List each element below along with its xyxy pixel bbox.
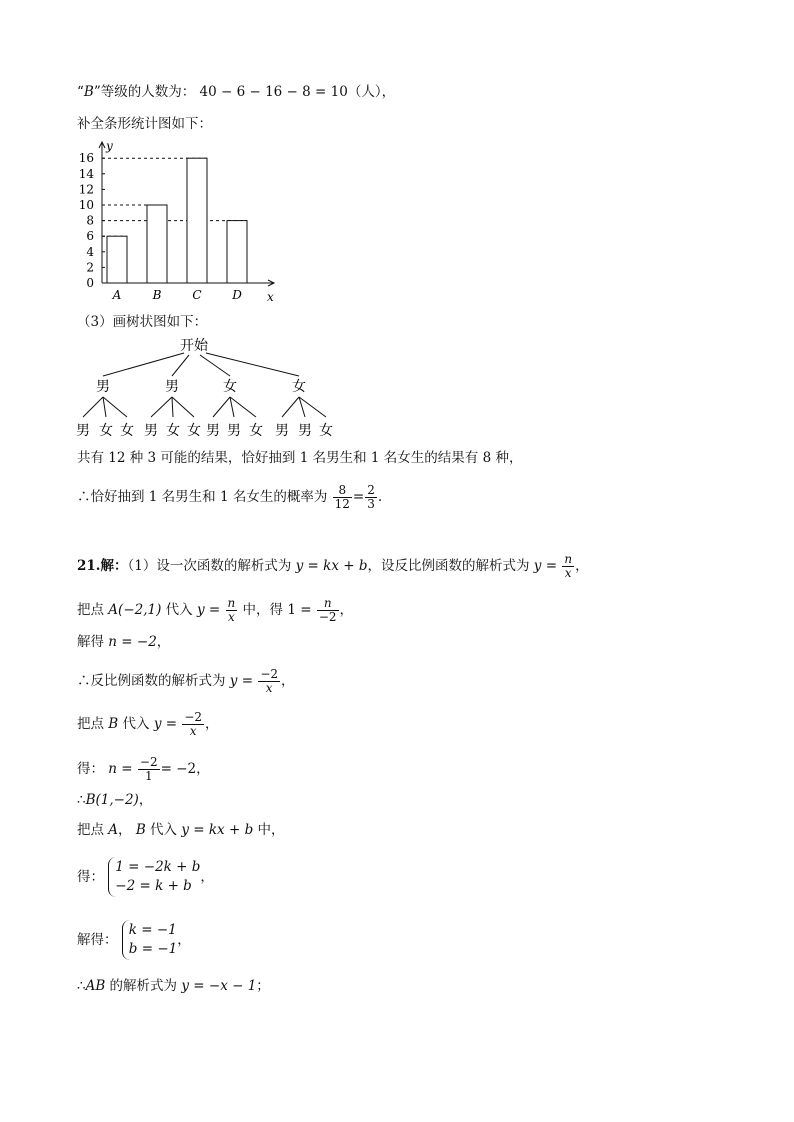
q21-line11 bbox=[77, 977, 270, 995]
fraction-neg2-1 bbox=[138, 756, 160, 783]
comma: ， bbox=[281, 673, 295, 689]
tree-edge bbox=[299, 397, 326, 417]
tree-level1-node: 女 bbox=[223, 379, 237, 395]
q21-label: 解： bbox=[100, 558, 128, 574]
grade-b: B bbox=[83, 84, 94, 100]
x-tick-label: B bbox=[152, 288, 162, 302]
x-axis-label: x bbox=[267, 290, 274, 303]
one-equals: 1 = bbox=[287, 602, 312, 618]
comma: ， bbox=[156, 634, 171, 650]
fraction-neg2-x bbox=[258, 668, 280, 695]
point-b: B(1,−2) bbox=[85, 792, 139, 808]
q21-text2: ，设反比例函数的解析式为 bbox=[367, 558, 534, 574]
y-equals: y = bbox=[153, 716, 178, 732]
x-tick-label: D bbox=[232, 288, 242, 302]
text-draw-tree: （3）画树状图如下： bbox=[77, 314, 208, 330]
tree-level1-node: 女 bbox=[292, 379, 306, 395]
bar-B bbox=[147, 205, 167, 283]
point-b: B bbox=[135, 822, 146, 838]
comma: ， bbox=[205, 716, 219, 732]
tree-leaf-node: 男 bbox=[144, 423, 158, 439]
denominator: x bbox=[265, 681, 273, 695]
q21-line9 bbox=[77, 857, 214, 897]
text: 解得： bbox=[77, 932, 118, 948]
comma: ， bbox=[138, 792, 153, 808]
tree-edge bbox=[213, 397, 230, 417]
probability-text: ∴恰好抽到 1 名男生和 1 名女生的概率为 bbox=[77, 489, 328, 505]
point-a: A bbox=[108, 822, 119, 838]
therefore: ∴ bbox=[77, 978, 86, 994]
fraction-n-neg2 bbox=[317, 597, 339, 624]
fraction-2-3 bbox=[365, 484, 377, 511]
comma: ， bbox=[196, 761, 210, 777]
y-tick-label: 6 bbox=[86, 229, 94, 244]
numerator: n bbox=[227, 596, 236, 610]
b-count-expression: 40 − 6 − 16 − 8 = 10 bbox=[199, 84, 348, 100]
text: 中， bbox=[253, 822, 285, 838]
tree-leaf-node: 女 bbox=[120, 423, 134, 439]
numerator: 2 bbox=[367, 483, 375, 497]
numerator: n bbox=[564, 552, 573, 566]
denominator: x bbox=[189, 724, 197, 738]
tree-edge bbox=[282, 397, 299, 417]
text-probability bbox=[77, 484, 382, 511]
n-value: n = −2 bbox=[108, 634, 157, 650]
tree-level1-node: 男 bbox=[96, 379, 110, 395]
tree-level1-node: 男 bbox=[165, 379, 179, 395]
linear-formula: y = kx + b bbox=[181, 822, 254, 838]
tree-leaf-node: 女 bbox=[187, 423, 201, 439]
y-tick-label: 8 bbox=[86, 213, 94, 228]
text: 得： bbox=[77, 761, 104, 777]
tree-leaf-node: 男 bbox=[206, 423, 220, 439]
text: 把点 bbox=[77, 716, 109, 732]
x-tick-label: A bbox=[112, 288, 122, 302]
q21-line3 bbox=[77, 633, 170, 651]
equation: b = −1 bbox=[128, 941, 178, 957]
text: 解得 bbox=[77, 634, 109, 650]
q21-number: 21. bbox=[77, 558, 101, 574]
comma: ， bbox=[339, 602, 354, 618]
equals: = bbox=[352, 489, 365, 505]
text-total-outcomes: 共有 12 种 3 可能的结果，恰好抽到 1 名男生和 1 名女生的结果有 8 种， bbox=[77, 450, 523, 466]
numerator: 8 bbox=[333, 484, 352, 498]
linear-formula: y = kx + b bbox=[295, 558, 368, 574]
denominator: x bbox=[564, 566, 572, 580]
numerator: −2 bbox=[139, 755, 158, 769]
text-b-grade-count bbox=[77, 83, 395, 101]
tree-leaf-node: 女 bbox=[99, 423, 113, 439]
quote-open: “ bbox=[77, 84, 84, 100]
denominator: −2 bbox=[318, 610, 337, 624]
b-count-text: 等级的人数为： bbox=[100, 84, 196, 100]
bar-A bbox=[107, 236, 127, 283]
period: . bbox=[377, 489, 383, 505]
numerator: n bbox=[317, 597, 339, 611]
fraction-8-12 bbox=[333, 484, 352, 511]
q21-line6 bbox=[77, 756, 210, 783]
text: 代入 bbox=[118, 716, 154, 732]
text: 得： bbox=[77, 869, 104, 885]
text: 把点 bbox=[77, 822, 109, 838]
line-ab: AB bbox=[85, 978, 106, 994]
y-equals: y = bbox=[533, 558, 558, 574]
q21-line4 bbox=[77, 668, 295, 695]
text: 代入 bbox=[145, 822, 182, 838]
y-tick-label: 0 bbox=[86, 276, 94, 290]
point-b: B bbox=[108, 716, 119, 732]
tree-leaf-node: 男 bbox=[76, 423, 90, 439]
tree-root: 开始 bbox=[180, 338, 208, 354]
tree-edge bbox=[103, 397, 106, 417]
text: ， bbox=[118, 822, 136, 838]
tree-edges-level1 bbox=[103, 353, 299, 376]
tree-edge bbox=[172, 397, 173, 417]
y-tick-label: 2 bbox=[86, 260, 94, 275]
q21-line7 bbox=[77, 791, 152, 809]
ab-formula: y = −x − 1 bbox=[181, 978, 257, 994]
tree-leaf-node: 女 bbox=[249, 423, 263, 439]
y-tick-label: 12 bbox=[78, 182, 94, 197]
result: = −2 bbox=[160, 761, 197, 777]
q21-text1: （1）设一次函数的解析式为 bbox=[127, 558, 296, 574]
comma: ， bbox=[575, 558, 589, 574]
b-count-unit: （人）， bbox=[347, 84, 396, 100]
tree-leaf-node: 女 bbox=[319, 423, 333, 439]
numerator: −2 bbox=[184, 710, 203, 724]
comma: ， bbox=[177, 932, 191, 948]
solution-system bbox=[122, 920, 177, 960]
y-tick-label: 16 bbox=[78, 151, 94, 166]
point-a: A(−2,1) bbox=[108, 602, 162, 618]
text: ∴反比例函数的解析式为 bbox=[77, 673, 230, 689]
tree-edge bbox=[83, 397, 103, 417]
y-tick-label: 4 bbox=[86, 244, 94, 259]
q21-line2 bbox=[77, 597, 353, 624]
fraction-n-x bbox=[226, 597, 238, 624]
y-equals: y = bbox=[229, 673, 254, 689]
n-equals: n = bbox=[108, 761, 133, 777]
tree-edge bbox=[103, 397, 127, 417]
denominator: 1 bbox=[144, 769, 153, 783]
equation: 1 = −2k + b bbox=[115, 859, 201, 875]
fraction-n-x bbox=[562, 553, 574, 580]
denominator: x bbox=[227, 610, 235, 624]
equation: −2 = k + b bbox=[115, 878, 192, 894]
fraction-neg2-x bbox=[182, 711, 204, 738]
y-tick-label: 14 bbox=[78, 166, 94, 181]
tree-diagram bbox=[70, 333, 350, 443]
q21-line10 bbox=[77, 920, 191, 960]
y-equals: y = bbox=[196, 602, 221, 618]
text: 把点 bbox=[77, 602, 109, 618]
bar-C bbox=[187, 158, 207, 283]
quote-close: ” bbox=[93, 84, 101, 100]
semicolon: ； bbox=[256, 978, 270, 994]
comma: ， bbox=[200, 869, 214, 885]
text: 代入 bbox=[161, 602, 197, 618]
equation: k = −1 bbox=[128, 922, 177, 938]
x-tick-label: C bbox=[192, 288, 202, 302]
bar-D bbox=[227, 221, 247, 283]
q21-line5 bbox=[77, 711, 219, 738]
text-complete-chart: 补全条形统计图如下： bbox=[77, 116, 212, 132]
numerator: −2 bbox=[260, 667, 279, 681]
tree-edge bbox=[299, 397, 305, 417]
q21-line1 bbox=[77, 553, 589, 580]
tree-edge bbox=[151, 397, 172, 417]
tree-leaf-node: 女 bbox=[166, 423, 180, 439]
tree-leaf-node: 男 bbox=[298, 423, 312, 439]
text: 的解析式为 bbox=[105, 978, 182, 994]
y-axis-label: y bbox=[106, 139, 113, 153]
bar-chart bbox=[70, 138, 290, 303]
tree-edge bbox=[172, 397, 194, 417]
therefore: ∴ bbox=[77, 792, 86, 808]
y-tick-label: 10 bbox=[78, 198, 94, 212]
tree-leaf-node: 男 bbox=[227, 423, 241, 439]
q21-line8 bbox=[77, 821, 285, 839]
text: 中，得 bbox=[238, 602, 288, 618]
denominator: 12 bbox=[334, 497, 350, 511]
denominator: 3 bbox=[367, 497, 375, 511]
equation-system bbox=[108, 857, 200, 897]
tree-leaf-node: 男 bbox=[275, 423, 289, 439]
